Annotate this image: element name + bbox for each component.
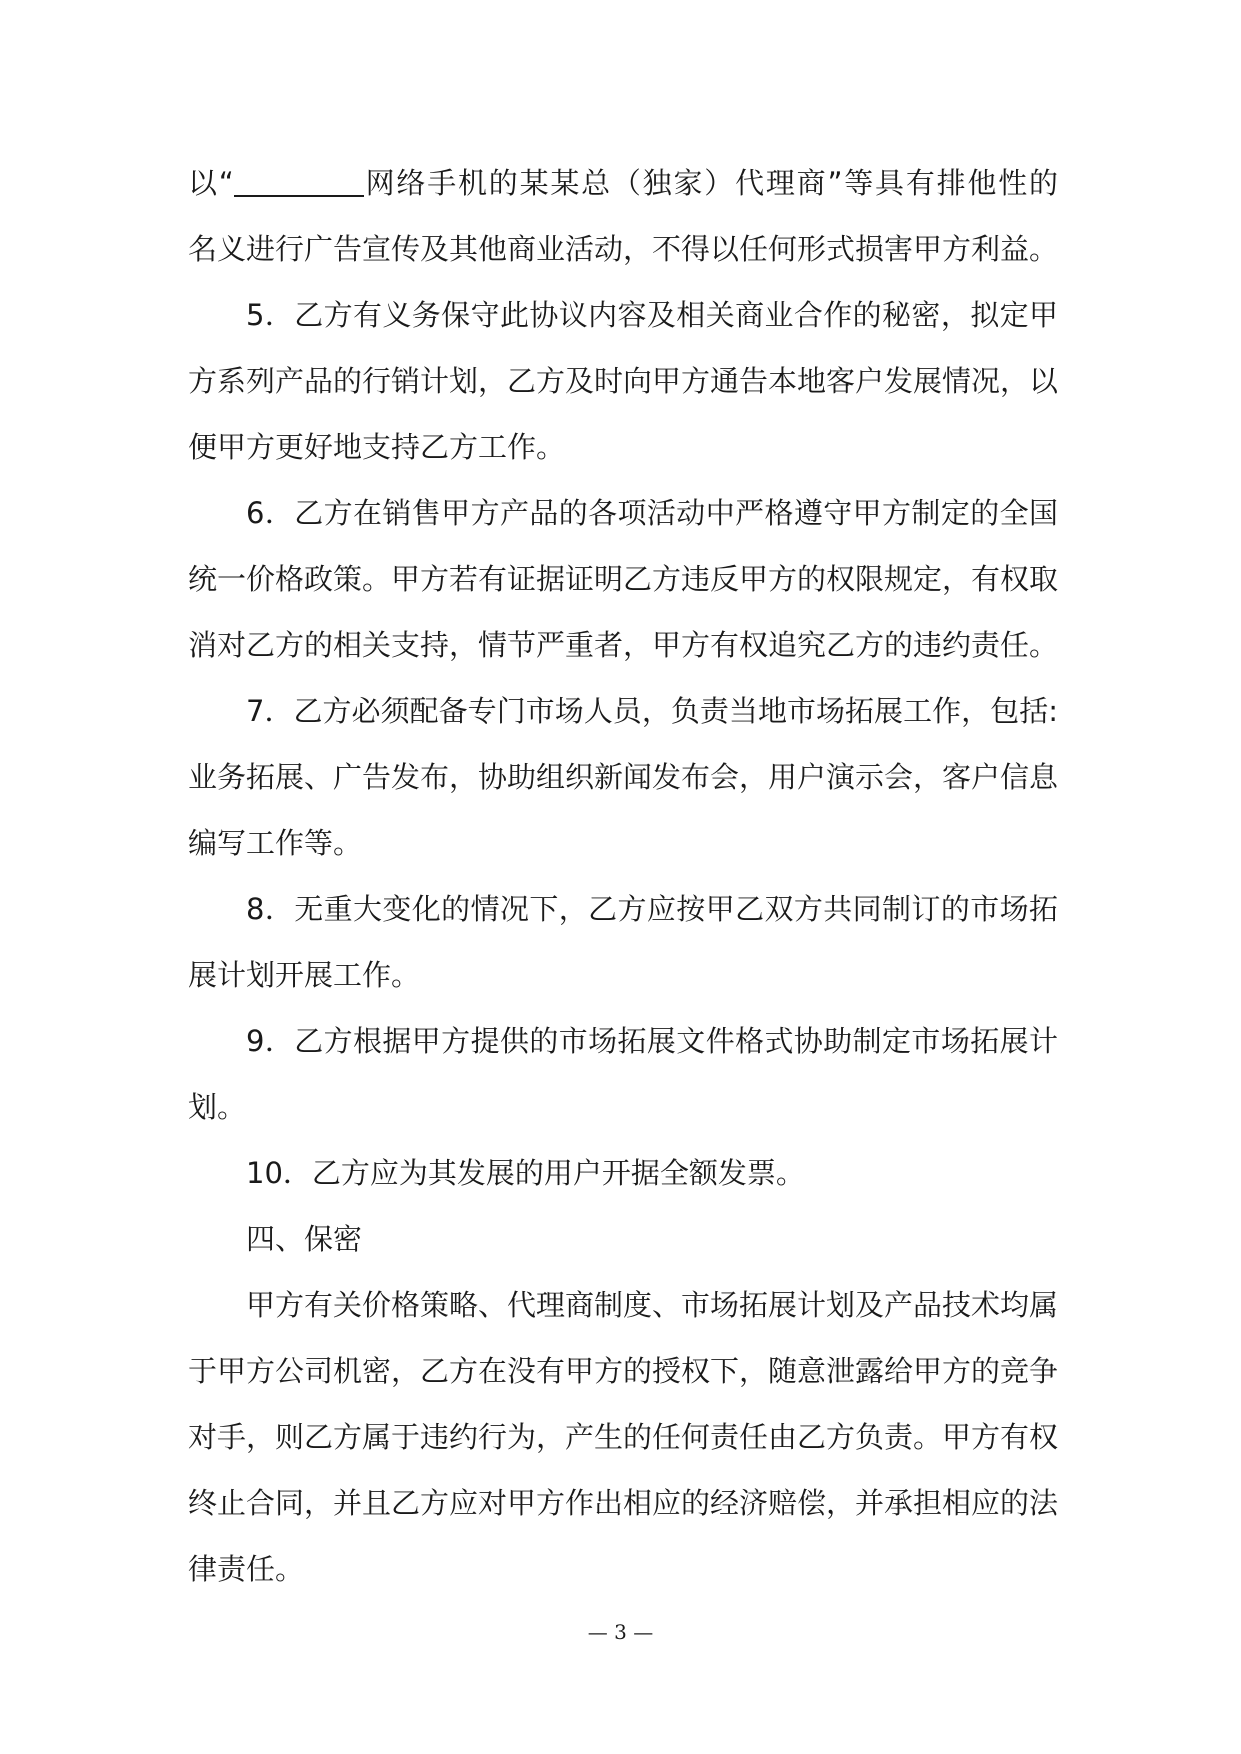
- section-heading-confidentiality: 四、保密: [246, 1222, 363, 1256]
- confidentiality-line-4: 终止合同，并且乙方应对甲方作出相应的经济赔偿，并承担相应的法: [188, 1486, 1058, 1520]
- clause-5-line-2: 方系列产品的行销计划，乙方及时向甲方通告本地客户发展情况，以: [188, 364, 1058, 398]
- clause-9-line-1: 9．乙方根据甲方提供的市场拓展文件格式协助制定市场拓展计: [246, 1024, 1058, 1058]
- clause-10-line-1: 10．乙方应为其发展的用户开据全额发票。: [246, 1156, 805, 1190]
- clause-8-line-2: 展计划开展工作。: [188, 958, 421, 992]
- confidentiality-line-2: 于甲方公司机密，乙方在没有甲方的授权下，随意泄露给甲方的竞争: [188, 1354, 1058, 1388]
- confidentiality-line-5: 律责任。: [188, 1552, 305, 1586]
- fill-in-blank: [234, 161, 364, 197]
- line-1-suffix: 网络手机的某某总（独家）代理商”等具有排他性的: [363, 166, 1058, 200]
- clause-8-line-1: 8．无重大变化的情况下，乙方应按甲乙双方共同制订的市场拓: [246, 892, 1058, 926]
- text-line-2: 名义进行广告宣传及其他商业活动，不得以任何形式损害甲方利益。: [188, 232, 1058, 266]
- clause-5-line-1: 5．乙方有义务保守此协议内容及相关商业合作的秘密，拟定甲: [246, 298, 1058, 332]
- clause-6-line-3: 消对乙方的相关支持，情节严重者，甲方有权追究乙方的违约责任。: [188, 628, 1058, 662]
- confidentiality-line-1: 甲方有关价格策略、代理商制度、市场拓展计划及产品技术均属: [246, 1288, 1058, 1322]
- document-body: [188, 150, 1058, 1602]
- clause-5-line-3: 便甲方更好地支持乙方工作。: [188, 430, 566, 464]
- clause-7-line-1: 7．乙方必须配备专门市场人员，负责当地市场拓展工作，包括:: [246, 694, 1058, 728]
- line-1-prefix: 以“: [188, 166, 234, 200]
- text-line-1: [188, 150, 1058, 216]
- clause-6-line-2: 统一价格政策。甲方若有证据证明乙方违反甲方的权限规定，有权取: [188, 562, 1058, 596]
- clause-6-line-1: 6．乙方在销售甲方产品的各项活动中严格遵守甲方制定的全国: [246, 496, 1058, 530]
- clause-7-line-3: 编写工作等。: [188, 826, 363, 860]
- page-number: — 3 —: [587, 1620, 654, 1644]
- clause-9-line-2: 划。: [188, 1090, 247, 1124]
- confidentiality-line-3: 对手，则乙方属于违约行为，产生的任何责任由乙方负责。甲方有权: [188, 1420, 1058, 1454]
- clause-7-line-2: 业务拓展、广告发布，协助组织新闻发布会，用户演示会，客户信息: [188, 760, 1058, 794]
